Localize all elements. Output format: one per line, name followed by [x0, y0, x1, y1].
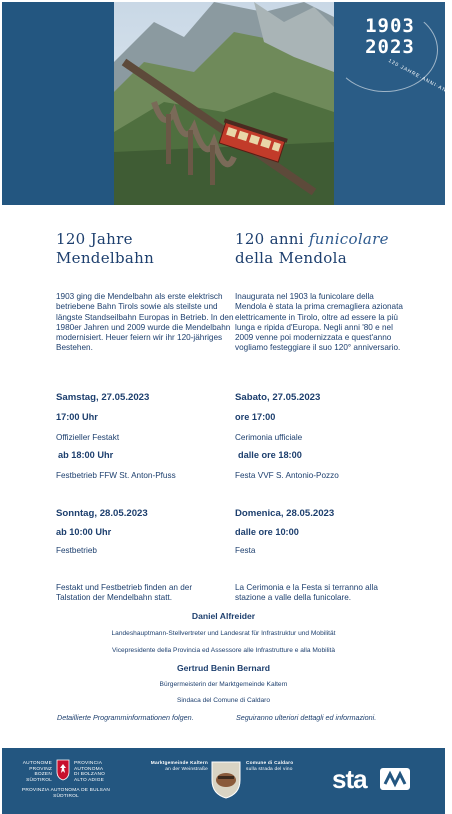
province-lad-line1: PROVINZIA AUTONOMA DE BULSAN	[21, 788, 111, 793]
speaker2-name: Gertrud Benin Bernard	[176, 663, 271, 673]
day1-time1-it: ore 17:00	[235, 412, 276, 422]
day2-time1-de: ab 10:00 Uhr	[56, 527, 112, 537]
province-it-text	[74, 761, 112, 783]
day2-date-de: Sonntag, 28.05.2023	[56, 508, 148, 519]
kaltern-line2: an der Weinstraße	[165, 766, 208, 772]
anniversary-year-end: 2023	[365, 36, 415, 58]
province-it-line2: AUTONOMA	[74, 766, 104, 772]
anniversary-subtitle: 120 JAHRE·ANNI·ANN	[387, 58, 452, 97]
kaltern-line1: Marktgemeinde Kaltern	[150, 761, 208, 766]
day1-event2-it: Festa VVF S. Antonio-Pozzo	[235, 471, 339, 480]
anniversary-mark	[340, 15, 452, 97]
day2-event1-it: Festa	[235, 546, 256, 555]
province-lad-line2: SÜDTIROL	[53, 793, 79, 799]
day1-event2-de: Festbetrieb FFW St. Anton-Pfuss	[56, 471, 176, 480]
speaker2-role-de: Bürgermeisterin der Marktgemeinde Kaltern	[159, 681, 288, 688]
caldaro-text	[246, 761, 316, 772]
province-de-line1: AUTONOME	[22, 761, 52, 766]
title-de-line1: 120 Jahre	[56, 230, 133, 248]
day2-event1-de: Festbetrieb	[56, 546, 97, 555]
more-info-it: Seguiranno ulteriori dettagli ed informazioni.	[236, 713, 377, 722]
day1-time2-de: ab 18:00 Uhr	[58, 450, 114, 460]
province-it-line4: ALTO ADIGE	[74, 777, 105, 783]
speaker1-role-de: Landeshauptmann-Stellvertreter und Landesrat für Infrastruktur und Mobilität	[111, 630, 336, 637]
caldaro-line2: sulla strada del vino	[246, 766, 293, 772]
sta-mark-icon	[380, 768, 410, 790]
title-it-line2: della Mendola	[235, 249, 347, 267]
funicular-photo	[114, 2, 334, 205]
day2-time1-it: dalle ore 10:00	[235, 527, 299, 537]
province-de-line3: BOZEN	[34, 772, 52, 778]
speaker1-name: Daniel Alfreider	[191, 611, 256, 621]
location-note-de: Festakt und Festbetrieb finden an der Talstation der Mendelbahn statt.	[56, 583, 193, 603]
hero-left-band	[2, 2, 114, 205]
kaltern-crest-icon	[210, 760, 242, 800]
south-tyrol-eagle-icon	[56, 759, 70, 781]
province-it-line1: PROVINCIA	[74, 761, 103, 766]
title-de-line2: Mendelbahn	[56, 249, 155, 267]
intro-de: 1903 ging die Mendelbahn als erste elektrisch betriebene Bahn Tirols sowie als steilste und längste Standseilbahn Europas in Betrieb. In den 1980er Jahren und 2009 wurde die Mendelbahn modernisiert. Heuer feiern wir ihr 120-jähriges Bestehen.	[56, 292, 234, 353]
caldaro-line1: Comune di Caldaro	[246, 761, 294, 766]
hero-banner	[2, 2, 452, 205]
kaltern-text	[142, 761, 208, 772]
day1-event1-it: Cerimonia ufficiale	[235, 433, 303, 442]
sta-logo: sta	[332, 764, 367, 794]
speaker1-role-it: Vicepresidente della Provincia ed Assessore alle Infrastrutture e alla Mobilità	[111, 647, 336, 654]
day1-time1-de: 17:00 Uhr	[56, 412, 98, 422]
day2-date-it: Domenica, 28.05.2023	[235, 508, 335, 519]
province-it-line3: DI BOLZANO	[74, 772, 106, 778]
province-de-text	[20, 761, 52, 783]
location-note-it: La Cerimonia e la Festa si terranno alla stazione a valle della funicolare.	[235, 583, 378, 603]
day1-date-it: Sabato, 27.05.2023	[235, 392, 321, 403]
day1-date-de: Samstag, 27.05.2023	[56, 392, 150, 403]
speaker2-role-it: Sindaca del Comune di Caldaro	[176, 697, 271, 704]
anniversary-year-start: 1903	[365, 15, 415, 37]
province-de-line2: PROVINZ	[29, 766, 52, 772]
more-info-de: Detaillierte Programminformationen folgen.	[57, 713, 194, 722]
title-it-line1a: 120 anni	[235, 230, 309, 248]
title-it-line1	[235, 230, 440, 249]
title-it-line1b: funicolare	[308, 230, 389, 248]
day1-event1-de: Offizieller Festakt	[56, 433, 120, 442]
title-de	[56, 230, 246, 268]
province-de-line4: SÜDTIROL	[26, 777, 52, 783]
title-it	[235, 230, 440, 268]
intro-it: Inaugurata nel 1903 la funicolare della Mendola è stata la prima cremagliera azionata elettricamente in Tirolo, oltre ad essere la più lunga e ripida d'Europa. Negli anni '80 e nel 2009 venne poi modernizzata e quest'anno vogliamo festeggiare il suo 120° anniversario.	[235, 292, 403, 353]
footer-logos	[2, 748, 445, 814]
province-lad-text	[16, 788, 116, 799]
day1-time2-it: dalle ore 18:00	[238, 450, 302, 460]
